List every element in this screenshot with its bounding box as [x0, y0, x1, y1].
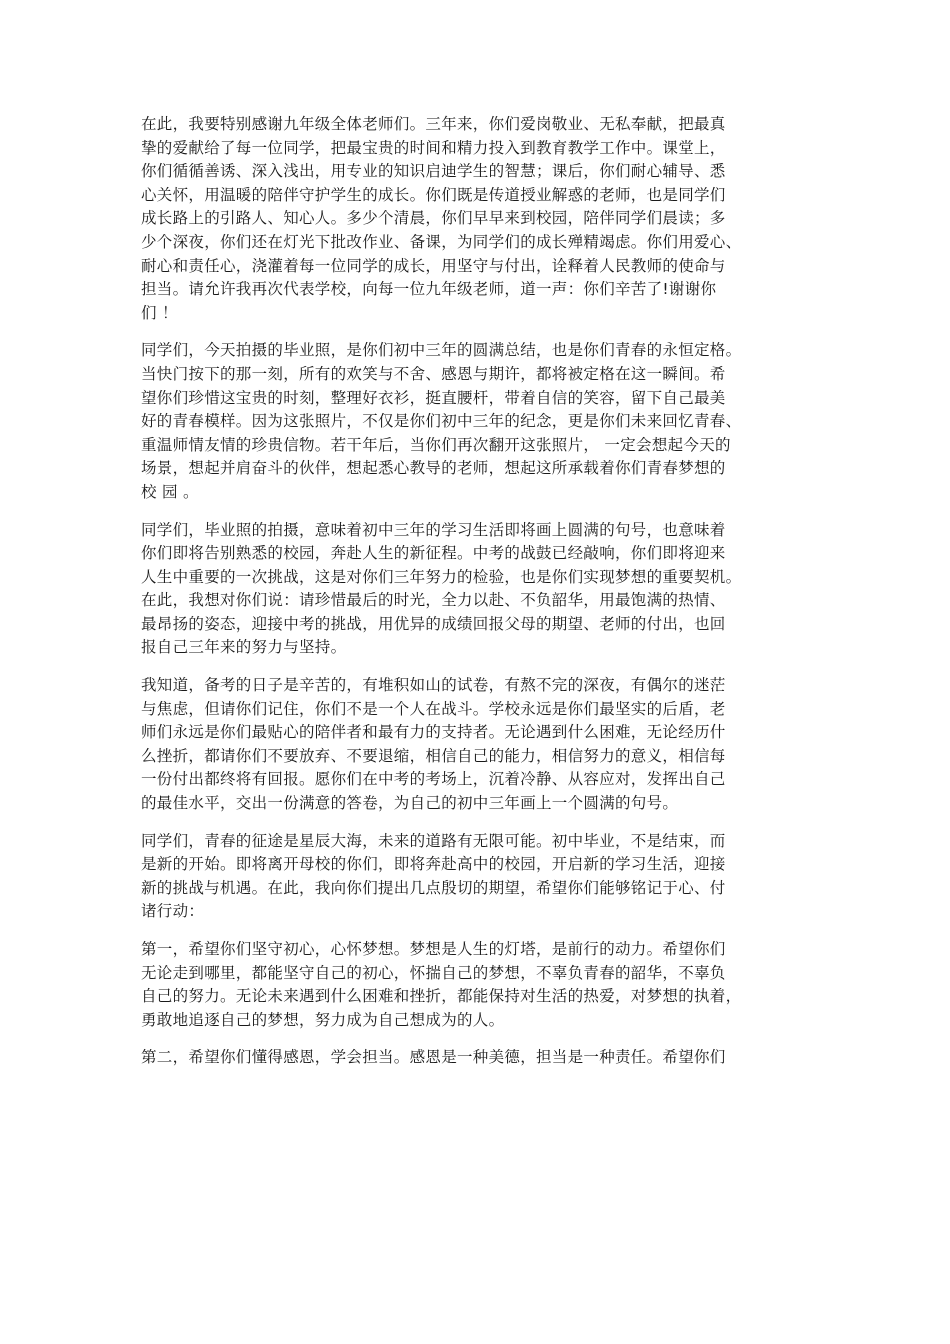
text-line: 报自己三年来的努力与坚持。: [141, 638, 347, 657]
text-line: 们 ！: [141, 303, 178, 322]
text-line: 新的挑战与机遇。在此，我向你们提出几点殷切的期望，希望你们能够铭记于心、付: [141, 878, 726, 897]
text-line: 同学们，青春的征途是星辰大海，未来的道路有无限可能。初中毕业，不是结束，而: [141, 831, 726, 850]
paragraph-hope-second: [141, 1046, 821, 1070]
text-line: 场景，想起并肩奋斗的伙伴，想起悉心教导的老师，想起这所承载着你们青春梦想的: [141, 459, 726, 478]
text-line: 当快门按下的那一刻，所有的欢笑与不舍、感恩与期许，都将被定格在这一瞬间。希: [141, 364, 726, 383]
text-line: 担当。请允许我再次代表学校，向每一位九年级老师，道一声：你们辛苦了!谢谢你: [141, 280, 717, 299]
text-line: 么挫折，都请你们不要放弃、不要退缩，相信自己的能力，相信努力的意义，相信每: [141, 746, 726, 765]
text-line: 无论走到哪里，都能坚守自己的初心，怀揣自己的梦想，不辜负青春的韶华，不辜负: [141, 963, 726, 982]
text-line: 校 园 。: [141, 482, 199, 501]
text-line: 好的青春模样。因为这张照片，不仅是你们初中三年的纪念，更是你们未来回忆青春、: [141, 412, 742, 431]
text-line: 第二，希望你们懂得感恩，学会担当。感恩是一种美德，担当是一种责任。希望你们: [141, 1048, 726, 1067]
text-line: 在此，我要特别感谢九年级全体老师们。三年来，你们爱岗敬业、无私奉献，把最真: [141, 115, 726, 133]
text-line: 自己的努力。无论未来遇到什么困难和挫折，都能保持对生活的热爱，对梦想的执着，: [141, 987, 742, 1006]
text-line: 人生中重要的一次挑战，这是对你们三年努力的检验，也是你们实现梦想的重要契机。: [141, 567, 742, 586]
text-line: 一份付出都终将有回报。愿你们在中考的考场上，沉着冷静、从容应对，发挥出自己: [141, 770, 726, 789]
text-line: 我知道，备考的日子是辛苦的，有堆积如山的试卷，有熬不完的深夜，有偶尔的迷茫: [141, 676, 726, 695]
paragraph-exam-challenge: [141, 519, 821, 661]
text-line: 与焦虑，但请你们记住，你们不是一个人在战斗。学校永远是你们最坚实的后盾，老: [141, 699, 726, 718]
text-line: 你们即将告别熟悉的校园，奔赴人生的新征程。中考的战鼓已经敲响，你们即将迎来: [141, 544, 726, 563]
text-line: 最昂扬的姿态，迎接中考的挑战，用优异的成绩回报父母的期望、老师的付出，也回: [141, 614, 726, 633]
text-line: 同学们，今天拍摄的毕业照，是你们初中三年的圆满总结，也是你们青春的永恒定格。: [141, 341, 742, 360]
paragraph-hope-first: [141, 938, 821, 1032]
text-line: 勇敢地追逐自己的梦想，努力成为自己想成为的人。: [141, 1010, 505, 1029]
text-line: 诸行动：: [141, 902, 205, 921]
text-line: 第一，希望你们坚守初心，心怀梦想。梦想是人生的灯塔，是前行的动力。希望你们: [141, 940, 726, 958]
text-line: 挚的爱献给了每一位同学，把最宝贵的时间和精力投入到教育教学工作中。课堂上，: [141, 138, 726, 157]
text-line: 的最佳水平，交出一份满意的答卷，为自己的初中三年画上一个圆满的句号。: [141, 794, 679, 813]
paragraph-future: [141, 830, 821, 924]
text-line: 同学们，毕业照的拍摄，意味着初中三年的学习生活即将画上圆满的句号，也意味着: [141, 520, 726, 539]
paragraph-thanks-teachers: [141, 113, 821, 325]
text-line: 耐心和责任心，浇灌着每一位同学的成长，用坚守与付出，诠释着人民教师的使命与: [141, 256, 726, 275]
paragraph-graduation-photo: [141, 339, 821, 504]
text-line: 是新的开始。即将离开母校的你们，即将奔赴高中的校园，开启新的学习生活，迎接: [141, 855, 726, 874]
text-line: 心关怀，用温暖的陪伴守护学生的成长。你们既是传道授业解惑的老师，也是同学们: [141, 185, 726, 204]
text-line: 重温师情友情的珍贵信物。若干年后，当你们再次翻开这张照片， 一定会想起今天的: [141, 435, 731, 454]
paragraph-encouragement: [141, 674, 821, 816]
text-line: 望你们珍惜这宝贵的时刻，整理好衣衫，挺直腰杆，带着自信的笑容，留下自己最美: [141, 388, 726, 407]
text-line: 在此，我想对你们说：请珍惜最后的时光，全力以赴、不负韶华，用最饱满的热情、: [141, 591, 726, 610]
text-line: 成长路上的引路人、知心人。多少个清晨，你们早早来到校园，陪伴同学们晨读；多: [141, 209, 726, 228]
speech-body: [141, 113, 821, 1084]
text-line: 少个深夜，你们还在灯光下批改作业、备课，为同学们的成长殚精竭虑。你们用爱心、: [141, 232, 742, 251]
text-line: 师们永远是你们最贴心的陪伴者和最有力的支持者。无论遇到什么困难，无论经历什: [141, 723, 726, 742]
text-line: 你们循循善诱、深入浅出，用专业的知识启迪学生的智慧；课后，你们耐心辅导、悉: [141, 162, 726, 181]
